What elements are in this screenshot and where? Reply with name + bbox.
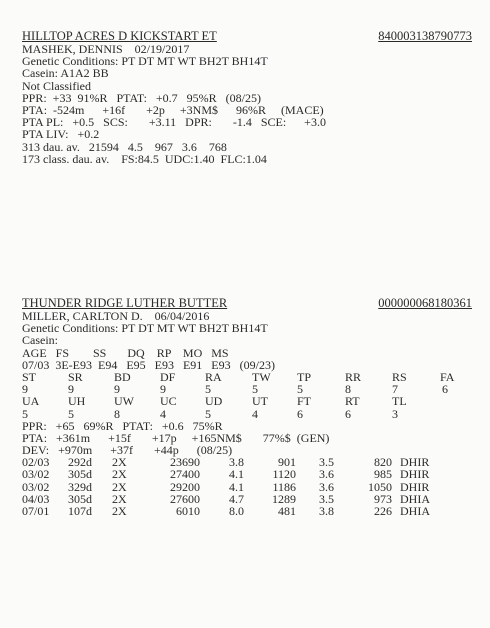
- classification: Not Classified: [22, 78, 91, 93]
- lactation-table: [22, 456, 472, 517]
- pta-line: PTA: +361m +15f +17p +165NM$ 77%$ (GEN): [22, 430, 330, 445]
- trait-code: FA: [440, 369, 455, 384]
- casein: Casein:: [22, 333, 58, 348]
- lineage-header: AGE FS SS DQ RP MO MS: [22, 345, 229, 360]
- trait-code: RR: [345, 369, 362, 384]
- lact-test-type: DHIA: [400, 491, 430, 506]
- trait-code: RT: [345, 394, 360, 409]
- table-row: [22, 505, 472, 517]
- lact-milkings: 2X: [112, 467, 127, 482]
- lact-fat: 1186: [272, 479, 296, 494]
- record-2: [22, 297, 472, 517]
- trait-value: 9: [68, 382, 74, 397]
- trait-value: 5: [22, 406, 28, 421]
- lact-days: 292d: [68, 455, 92, 470]
- lact-prot: 1050: [368, 479, 392, 494]
- trait-value: 4: [252, 406, 258, 421]
- lact-prot: 226: [374, 504, 392, 518]
- pta-line: PTA: -524m +16f +2p +3NM$ 96%R (MACE): [22, 102, 324, 117]
- ppr-line: PPR: +65 69%R PTAT: +0.6 75%R: [22, 418, 223, 433]
- trait-codes-row-1: [22, 371, 472, 383]
- lact-test-type: DHIA: [400, 504, 430, 518]
- owner-line: MILLER, CARLTON D. 06/04/2016: [22, 309, 210, 323]
- lact-prot: 973: [374, 491, 392, 506]
- trait-code: FT: [297, 394, 312, 409]
- lact-prot-pct: 3.5: [319, 491, 334, 506]
- trait-value: 5: [297, 382, 303, 397]
- genetic-conditions: Genetic Conditions: PT DT MT WT BH2T BH14T: [22, 54, 268, 69]
- lact-milk: 6010: [176, 504, 200, 518]
- genetic-conditions: Genetic Conditions: PT DT MT WT BH2T BH14T: [22, 321, 268, 336]
- lact-prot: 985: [374, 467, 392, 482]
- trait-value: 5: [205, 382, 211, 397]
- trait-code: UC: [160, 394, 177, 409]
- lact-fat-pct: 4.1: [229, 479, 244, 494]
- lact-days: 305d: [68, 491, 92, 506]
- trait-value: 9: [22, 382, 28, 397]
- table-row: [22, 468, 472, 480]
- registration-number: 000000068180361: [378, 296, 472, 310]
- pta-pl-line: PTA PL: +0.5 SCS: +3.11 DPR: -1.4 SCE: +3.0: [22, 115, 326, 130]
- trait-code: RS: [392, 369, 407, 384]
- trait-code: TP: [297, 369, 312, 384]
- trait-code: BD: [114, 369, 131, 384]
- lact-milkings: 2X: [112, 491, 127, 506]
- lact-milk: 27600: [170, 491, 200, 506]
- trait-value: 5: [205, 406, 211, 421]
- lact-prot-pct: 3.5: [319, 455, 334, 470]
- lact-date: 07/01: [22, 504, 50, 518]
- trait-code: UD: [205, 394, 223, 409]
- lact-date: 04/03: [22, 491, 50, 506]
- lact-prot-pct: 3.6: [319, 467, 334, 482]
- record-1: [22, 30, 472, 165]
- lact-milkings: 2X: [112, 504, 127, 518]
- lact-days: 107d: [68, 504, 92, 518]
- pta-liv-line: PTA LIV: +0.2: [22, 127, 100, 142]
- lact-milk: 23690: [170, 455, 200, 470]
- lact-date: 02/03: [22, 455, 50, 470]
- trait-code: TW: [252, 369, 271, 384]
- lact-test-type: DHIR: [400, 455, 430, 470]
- lact-fat: 1120: [272, 467, 296, 482]
- trait-value: 6: [442, 382, 448, 397]
- trait-value: 6: [297, 406, 303, 421]
- lact-fat: 481: [278, 504, 296, 518]
- animal-name: HILLTOP ACRES D KICKSTART ET: [22, 29, 217, 43]
- ppr-line: PPR: +33 91%R PTAT: +0.7 95%R (08/25): [22, 90, 261, 105]
- lact-prot: 820: [374, 455, 392, 470]
- animal-name: THUNDER RIDGE LUTHER BUTTER: [22, 296, 228, 310]
- table-row: [22, 481, 472, 493]
- trait-value: 8: [345, 382, 351, 397]
- lact-milk: 29200: [170, 479, 200, 494]
- lact-date: 03/02: [22, 479, 50, 494]
- lact-days: 329d: [68, 479, 92, 494]
- trait-value: 6: [345, 406, 351, 421]
- trait-code: ST: [22, 369, 37, 384]
- registration-number: 840003138790773: [378, 29, 472, 43]
- casein: Casein: A1A2 BB: [22, 66, 109, 81]
- dev-line: DEV: +970m +37f +44p (08/25): [22, 443, 233, 458]
- lact-fat-pct: 4.7: [229, 491, 244, 506]
- lact-fat: 901: [278, 455, 296, 470]
- lact-date: 03/02: [22, 467, 50, 482]
- trait-code: UH: [68, 394, 86, 409]
- lact-fat-pct: 8.0: [229, 504, 244, 518]
- lact-milkings: 2X: [112, 479, 127, 494]
- lact-fat-pct: 4.1: [229, 467, 244, 482]
- trait-value: 8: [114, 406, 120, 421]
- trait-value: 4: [160, 406, 166, 421]
- trait-value: 3: [392, 406, 398, 421]
- owner-line: MASHEK, DENNIS 02/19/2017: [22, 42, 190, 56]
- trait-code: UA: [22, 394, 40, 409]
- lact-fat-pct: 3.8: [229, 455, 244, 470]
- trait-code: UT: [252, 394, 268, 409]
- trait-code: RA: [205, 369, 222, 384]
- class-daughter-average: 173 class. dau. av. FS:84.5 UDC:1.40 FLC:1.04: [22, 151, 267, 166]
- trait-code: DF: [160, 369, 176, 384]
- trait-value: 5: [68, 406, 74, 421]
- trait-value: 9: [160, 382, 166, 397]
- trait-values-row-2: [22, 408, 472, 420]
- trait-value: 9: [114, 382, 120, 397]
- trait-value: 5: [252, 382, 258, 397]
- lact-prot-pct: 3.8: [319, 504, 334, 518]
- lineage-values: 07/03 3E-E93 E94 E95 E93 E91 E93 (09/23): [22, 357, 275, 372]
- daughter-average: 313 dau. av. 21594 4.5 967 3.6 768: [22, 139, 227, 154]
- lact-days: 305d: [68, 467, 92, 482]
- trait-codes-row-2: [22, 395, 472, 407]
- lact-milk: 27400: [170, 467, 200, 482]
- lact-test-type: DHIR: [400, 467, 430, 482]
- lact-prot-pct: 3.6: [319, 479, 334, 494]
- trait-code: UW: [114, 394, 134, 409]
- lact-fat: 1289: [272, 491, 296, 506]
- lact-test-type: DHIR: [400, 479, 430, 494]
- trait-code: SR: [68, 369, 83, 384]
- trait-code: TL: [392, 394, 407, 409]
- trait-value: 7: [392, 382, 398, 397]
- lact-milkings: 2X: [112, 455, 127, 470]
